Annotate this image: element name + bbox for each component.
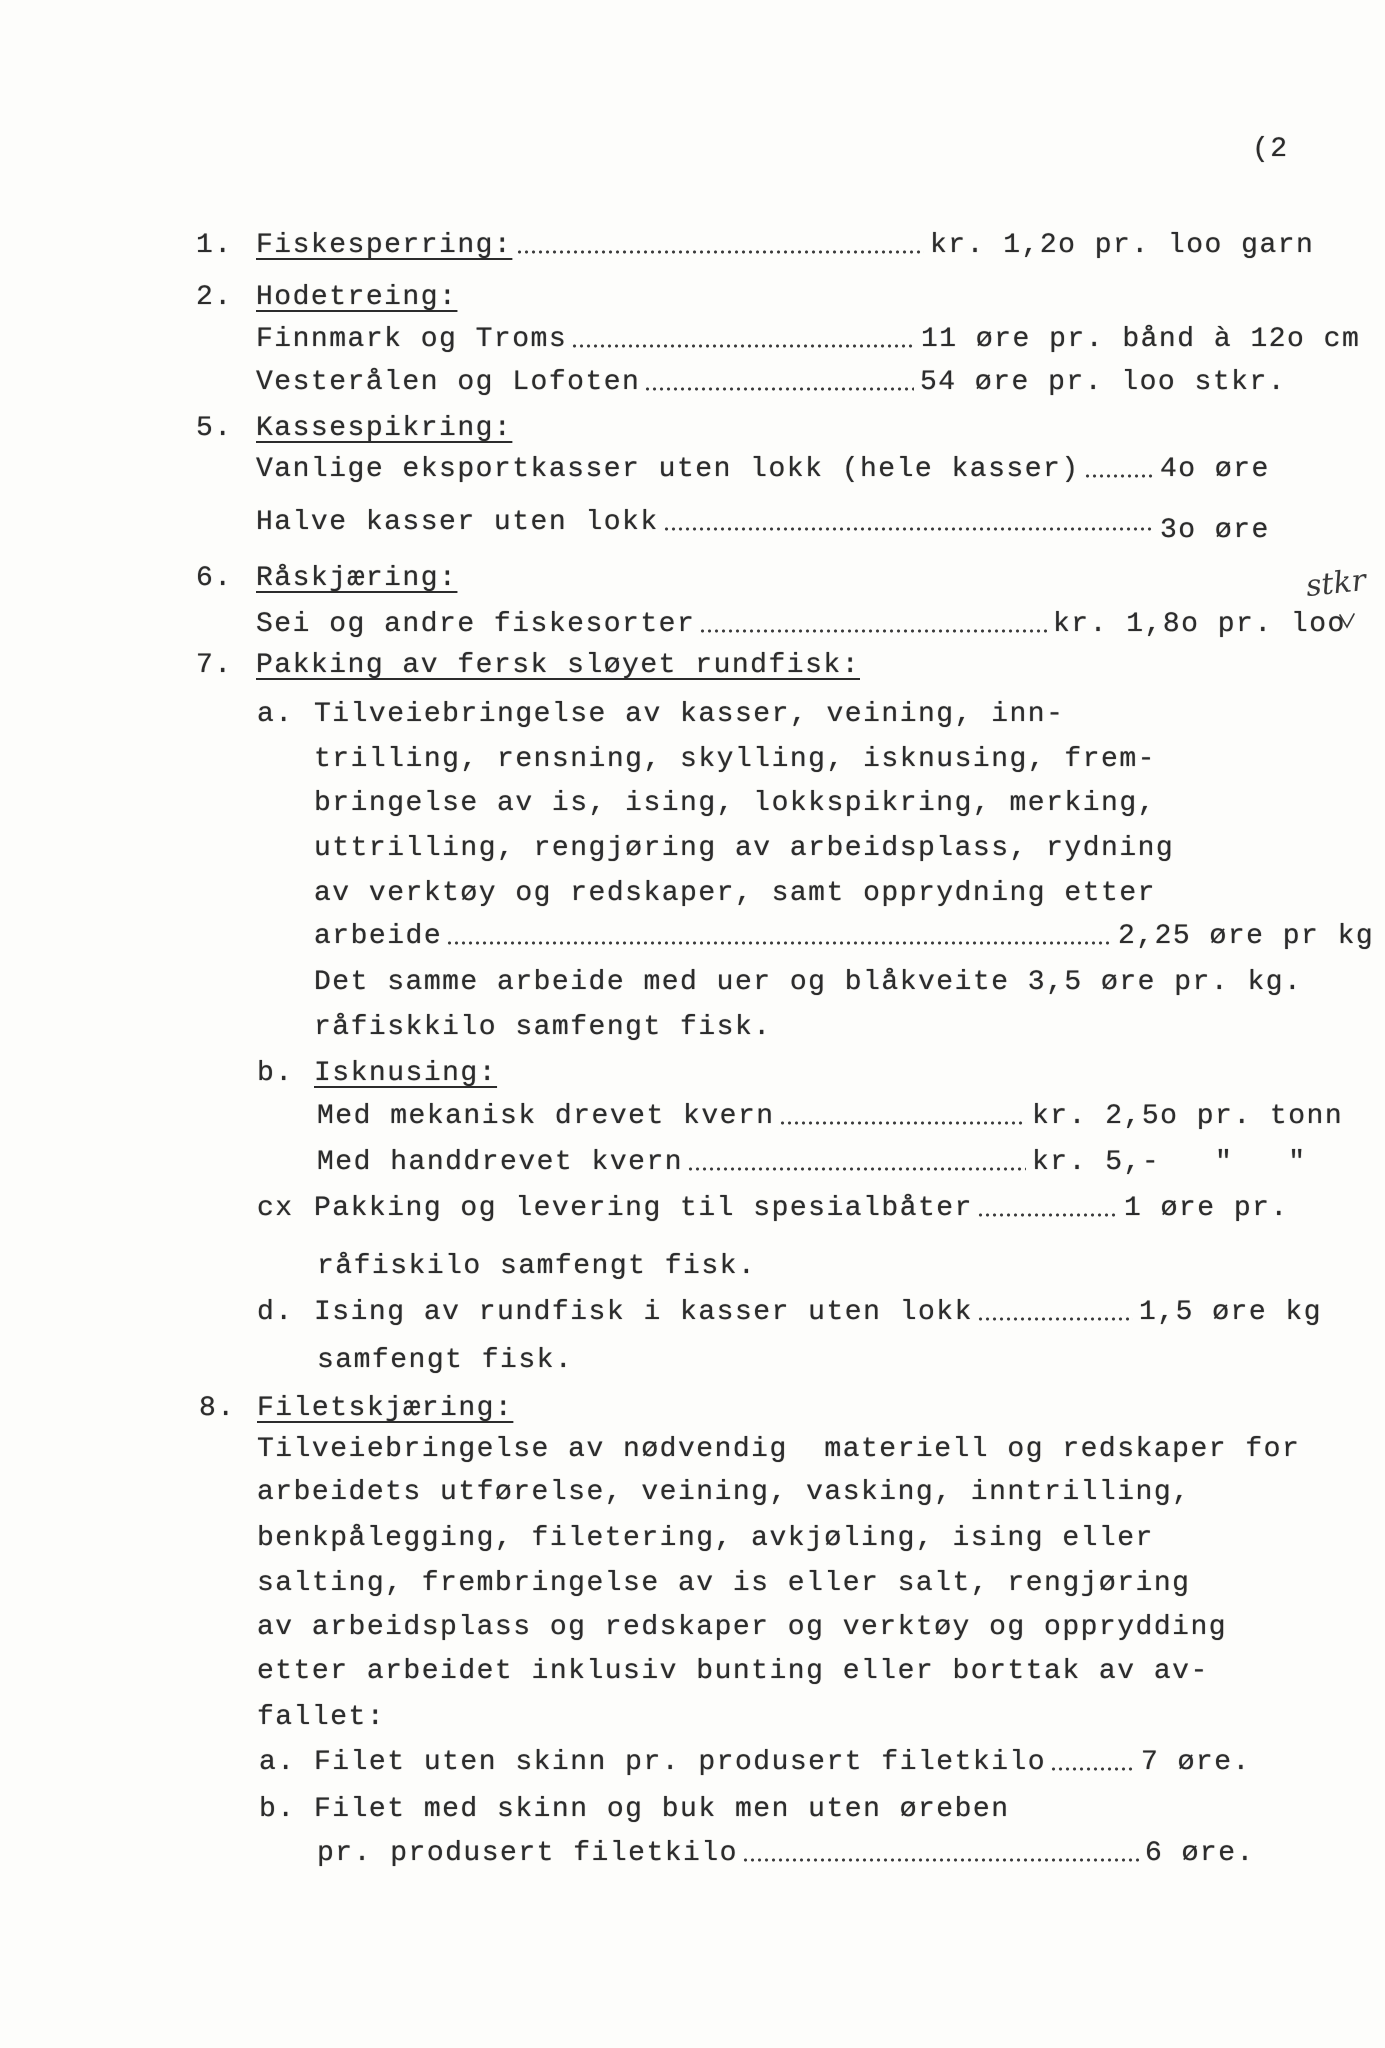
text-line: råfiskkilo samfengt fisk. [314,1012,772,1043]
line-label: Med mekanisk drevet kvern [317,1101,775,1132]
dot-leader [742,1858,1139,1862]
leader-row [314,1293,1135,1333]
price-value: 7 øre. [1141,1747,1251,1778]
price-value: 4o øre [1160,454,1270,485]
section-heading: Filetskjæring: [257,1393,514,1424]
leader-row [256,320,917,360]
line-label: Halve kasser uten lokk [256,507,659,538]
price-value: kr. 1,8o pr. loo [1053,609,1346,640]
line-label: Vanlige eksportkasser uten lokk (hele kasser) [256,454,1080,485]
section-heading: Råskjæring: [256,563,458,594]
text-line: Filet med skinn og buk men uten øreben [314,1794,1010,1825]
price-value: 2,25 øre pr kg [1118,921,1375,952]
sub-item-letter: cx [257,1193,294,1224]
dot-leader [571,344,915,348]
price-value: 6 øre. [1145,1838,1255,1869]
price-value: kr. 2,5o pr. tonn [1032,1101,1344,1132]
section-heading: Hodetreing: [256,282,458,313]
dot-leader [977,1317,1133,1321]
sub-item-letter: d. [257,1297,294,1328]
section-heading: Pakking av fersk sløyet rundfisk: [256,650,860,681]
price-value: 11 øre pr. bånd à 12o cm [921,324,1361,355]
dot-leader [516,250,924,254]
leader-row [317,1834,1141,1874]
line-label: Filet uten skinn pr. produsert filetkilo [314,1747,1047,1778]
dot-leader [1050,1767,1135,1771]
sub-item-letter: b. [259,1794,296,1825]
dot-leader [687,1167,1026,1171]
item-number: 5. [196,413,233,444]
page-number: (2 [1252,134,1289,165]
leader-row [256,450,1156,490]
leader-row [256,226,926,266]
text-line: av verktøy og redskaper, samt opprydning etter [314,878,1156,909]
item-number: 2. [196,282,233,313]
leader-row [256,605,1049,645]
text-line: fallet: [257,1702,386,1733]
insertion-caret-icon [1338,612,1356,630]
line-label: Vesterålen og Lofoten [256,367,641,398]
text-line: salting, frembringelse av is eller salt, rengjøring [257,1568,1191,1599]
leader-row [256,503,1156,543]
line-label: arbeide [314,921,443,952]
dot-leader [663,527,1154,531]
section-heading: Fiskesperring: [256,230,513,261]
text-line: bringelse av is, ising, lokkspikring, merking, [314,788,1156,819]
section-heading: Kassespikring: [256,413,513,444]
line-label: Sei og andre fiskesorter [256,609,696,640]
leader-row [317,1143,1028,1183]
item-number: 6. [196,563,233,594]
line-label: Finnmark og Troms [256,324,568,355]
price-value: 54 øre pr. loo stkr. [920,367,1287,398]
price-value: 1 øre pr. [1124,1193,1289,1224]
text-line: uttrilling, rengjøring av arbeidsplass, rydning [314,833,1175,864]
leader-row [314,1189,1120,1229]
text-line: arbeidets utførelse, veining, vasking, inntrilling, [257,1477,1191,1508]
text-line: av arbeidsplass og redskaper og verktøy og opprydding [257,1612,1228,1643]
price-value: kr. 1,2o pr. loo garn [930,230,1315,261]
sub-item-letter: a. [259,1747,296,1778]
handwritten-note: stkr [1304,562,1368,605]
sub-heading: Isknusing: [314,1058,498,1089]
price-value: 1,5 øre kg [1139,1297,1323,1328]
leader-row [256,363,916,403]
item-number: 8. [199,1393,236,1424]
leader-row [314,1743,1137,1783]
line-label: Med handdrevet kvern [317,1147,684,1178]
line-label: Pakking og levering til spesialbåter [314,1193,973,1224]
text-line: trilling, rensning, skylling, isknusing, frem- [314,744,1156,775]
dot-leader [446,941,1112,945]
price-value: 3o øre [1160,515,1270,546]
dot-leader [779,1121,1026,1125]
price-value: kr. 5,- " " [1032,1147,1307,1178]
line-label: Ising av rundfisk i kasser uten lokk [314,1297,973,1328]
text-line: etter arbeidet inklusiv bunting eller borttak av av- [257,1656,1209,1687]
text-line: benkpålegging, filetering, avkjøling, ising eller [257,1523,1154,1554]
dot-leader [644,387,914,391]
dot-leader [699,629,1047,633]
text-line: samfengt fisk. [317,1345,574,1376]
item-number: 7. [196,650,233,681]
text-line: råfiskilo samfengt fisk. [317,1251,757,1282]
leader-row [314,917,1114,957]
item-number: 1. [196,230,233,261]
sub-item-letter: a. [257,699,294,730]
dot-leader [977,1213,1118,1217]
sub-item-letter: b. [257,1058,294,1089]
dot-leader [1084,474,1154,478]
text-line: Tilveiebringelse av kasser, veining, inn- [314,699,1065,730]
leader-row [317,1097,1028,1137]
text-line: Tilveiebringelse av nødvendig materiell og redskaper for [257,1434,1301,1465]
text-line: Det samme arbeide med uer og blåkveite 3,5 øre pr. kg. [314,967,1303,998]
line-label: pr. produsert filetkilo [317,1838,738,1869]
